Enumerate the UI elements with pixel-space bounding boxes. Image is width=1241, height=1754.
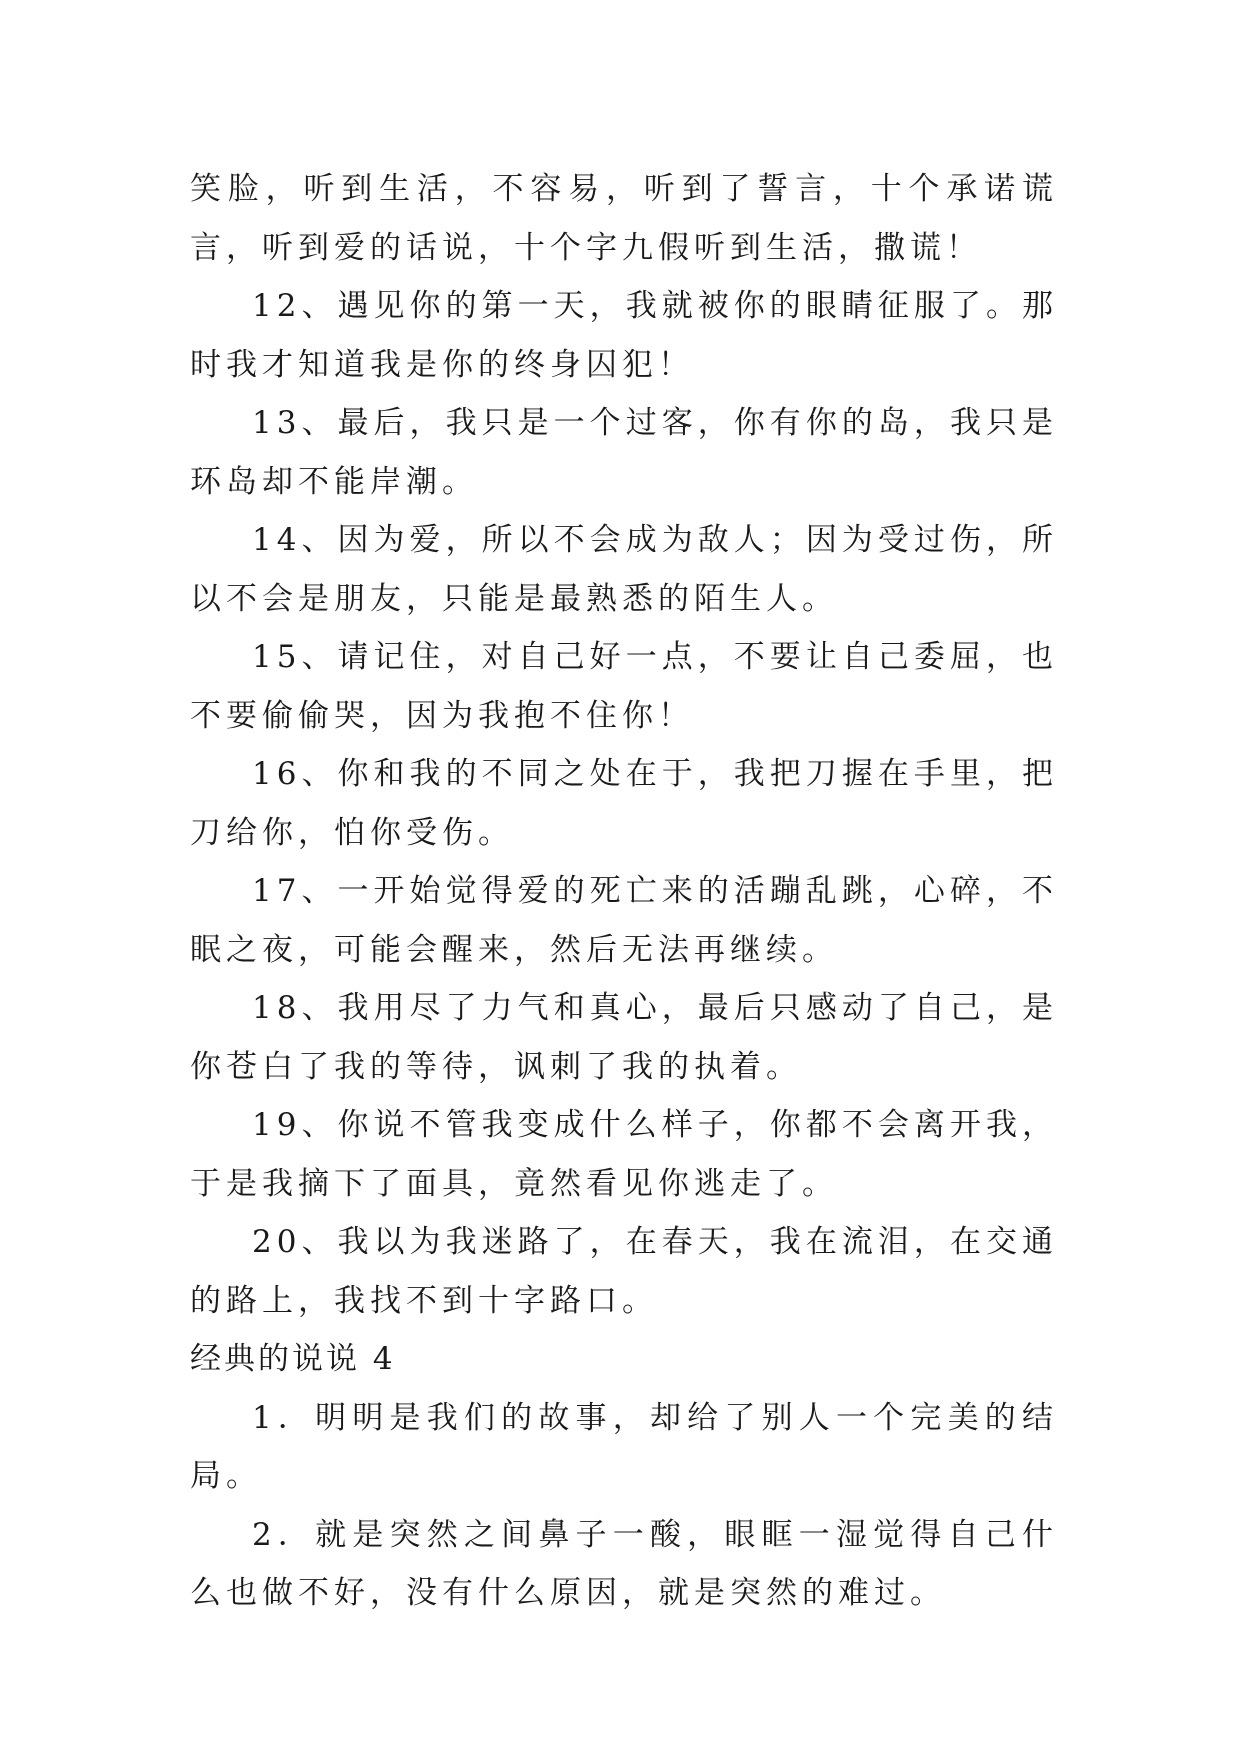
document-body (190, 160, 1058, 1623)
quote-item-20: 20、我以为我迷路了，在春天，我在流泪，在交通的路上，我找不到十字路口。 (190, 1224, 1058, 1319)
quote-item-16: 16、你和我的不同之处在于，我把刀握在手里，把刀给你，怕你受伤。 (190, 756, 1058, 851)
quote-item-18: 18、我用尽了力气和真心，最后只感动了自己，是你苍白了我的等待，讽刺了我的执着。 (190, 990, 1058, 1085)
paragraph-continuation: 笑脸，听到生活，不容易，听到了誓言，十个承诺谎言，听到爱的话说，十个字九假听到生活，撒谎！ (190, 171, 1058, 266)
quote-item-2: 2．就是突然之间鼻子一酸，眼眶一湿觉得自己什么也做不好，没有什么原因，就是突然的难过。 (190, 1516, 1058, 1611)
quote-item-15: 15、请记住，对自己好一点，不要让自己委屈，也不要偷偷哭，因为我抱不住你！ (190, 639, 1058, 734)
quote-item-19: 19、你说不管我变成什么样子，你都不会离开我，于是我摘下了面具，竟然看见你逃走了。 (190, 1107, 1058, 1202)
section-heading: 经典的说说 4 (190, 1341, 396, 1377)
quote-item-12: 12、遇见你的第一天，我就被你的眼睛征服了。那时我才知道我是你的终身囚犯！ (190, 288, 1058, 383)
quote-item-1: 1．明明是我们的故事，却给了别人一个完美的结局。 (190, 1399, 1058, 1494)
quote-item-17: 17、一开始觉得爱的死亡来的活蹦乱跳，心碎，不眠之夜，可能会醒来，然后无法再继续。 (190, 873, 1058, 968)
quote-item-14: 14、因为爱，所以不会成为敌人；因为受过伤，所以不会是朋友，只能是最熟悉的陌生人。 (190, 522, 1058, 617)
quote-item-13: 13、最后，我只是一个过客，你有你的岛，我只是环岛却不能岸潮。 (190, 405, 1058, 500)
